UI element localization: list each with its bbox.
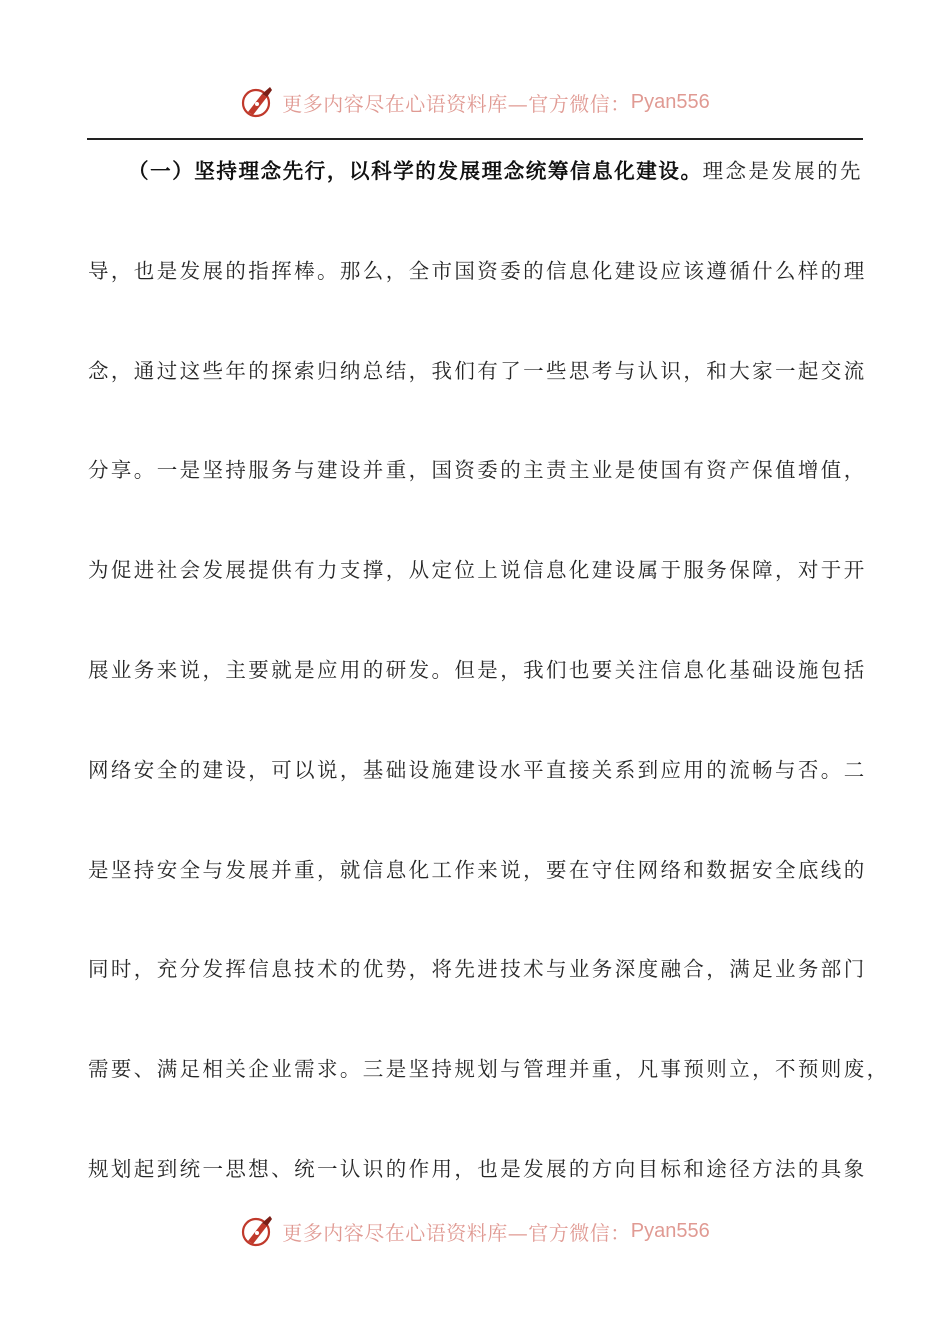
header-banner — [0, 82, 950, 122]
body-line: 为促进社会发展提供有力支撑，从定位上说信息化建设属于服务保障，对于开 — [88, 558, 867, 583]
header-banner-text: 更多内容尽在心语资料库—官方微信： — [282, 91, 631, 116]
body-line: 分享。一是坚持服务与建设并重，国资委的主责主业是使国有资产保值增值， — [88, 458, 867, 483]
body-line: 网络安全的建设，可以说，基础设施建设水平直接关系到应用的流畅与否。二 — [88, 757, 867, 782]
body-line: 理念是发展的先 — [702, 159, 863, 183]
footer-wechat-id: Pyan556 — [630, 1219, 710, 1242]
body-line: 需要、满足相关企业需求。三是坚持规划与管理并重，凡事预则立，不预则废， — [88, 1057, 890, 1082]
footer-banner — [0, 1211, 950, 1251]
body-line: 导，也是发展的指挥棒。那么，全市国资委的信息化建设应该遵循什么样的理 — [88, 258, 867, 283]
body-line: 展业务来说，主要就是应用的研发。但是，我们也要关注信息化基础设施包括 — [88, 657, 867, 682]
body-line: 同时，充分发挥信息技术的优势，将先进技术与业务深度融合，满足业务部门 — [88, 957, 867, 982]
pen-nib-circle-icon — [240, 84, 276, 120]
body-line: 规划起到统一思想、统一认识的作用，也是发展的方向目标和途径方法的具象 — [88, 1156, 867, 1181]
body-line: 是坚持安全与发展并重，就信息化工作来说，要在守住网络和数据安全底线的 — [88, 857, 867, 882]
section-heading: （一）坚持理念先行，以科学的发展理念统筹信息化建设。 — [128, 159, 703, 183]
header-wechat-id: Pyan556 — [630, 90, 710, 113]
header-divider — [87, 138, 863, 140]
paragraph-line-1 — [88, 153, 862, 253]
body-line: 念，通过这些年的探索归纳总结，我们有了一些思考与认识，和大家一起交流 — [88, 358, 867, 383]
document-body — [88, 153, 890, 1251]
pen-nib-circle-icon — [240, 1213, 276, 1249]
footer-banner-text: 更多内容尽在心语资料库—官方微信： — [282, 1220, 631, 1245]
